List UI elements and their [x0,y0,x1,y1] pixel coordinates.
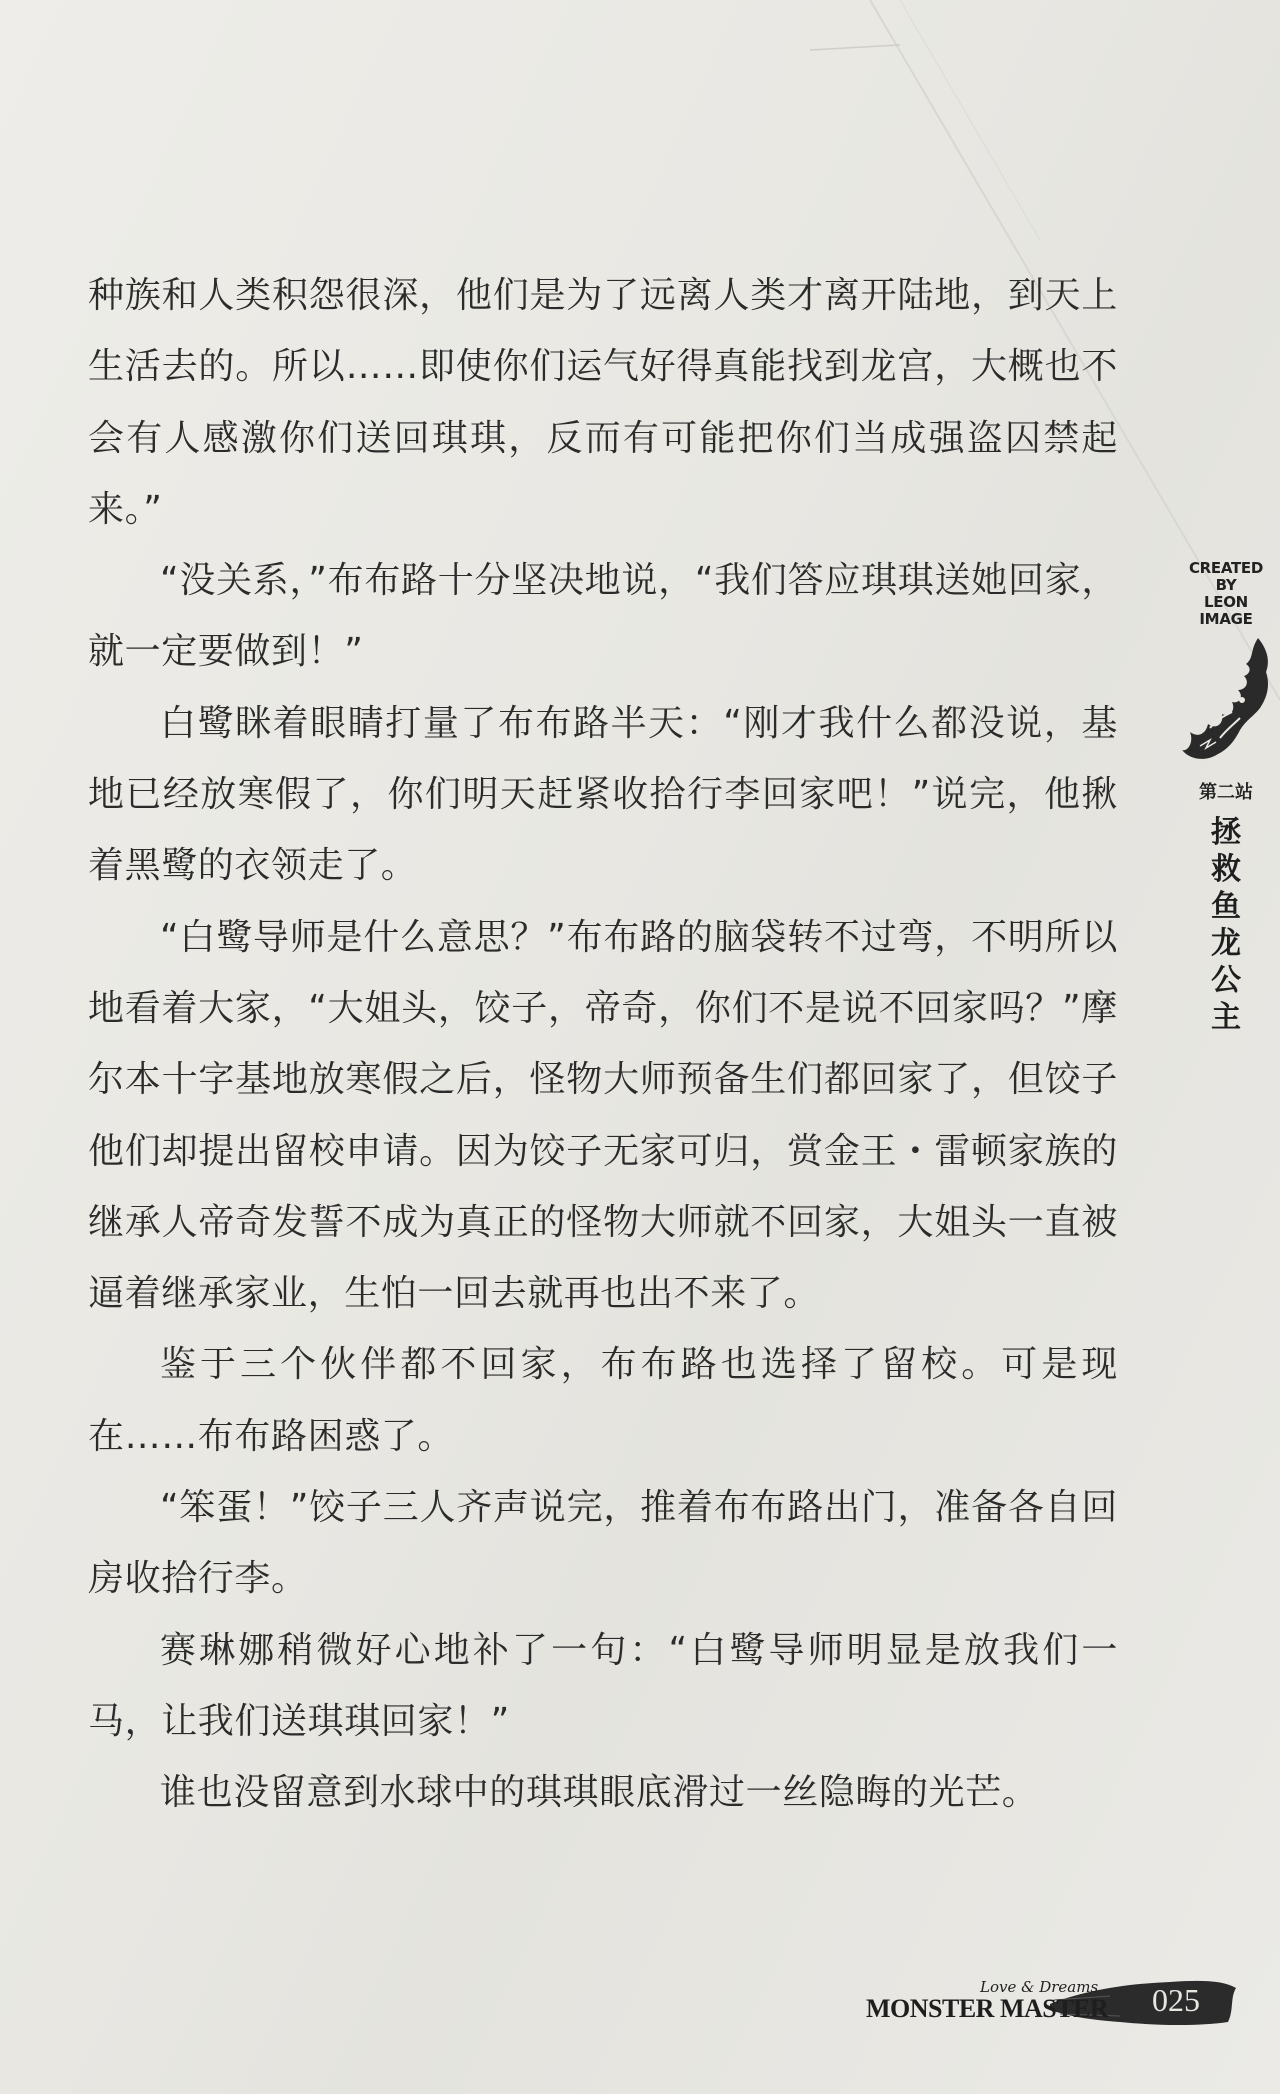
series-title: MONSTER MASTER [866,1994,1109,2023]
chapter-title: 拯救鱼龙公主 [1211,815,1241,1035]
paragraph: 白鹭眯着眼睛打量了布布路半天：“刚才我什么都没说，基地已经放寒假了，你们明天赶紧收拾行李回家吧！”说完，他揪着黑鹭的衣领走了。 [88,702,1118,887]
dragon-head-icon [1180,634,1272,764]
paragraph: 谁也没留意到水球中的琪琪眼底滑过一丝隐晦的光芒。 [160,1772,1039,1814]
chapter-number: 第二站 [1199,782,1253,803]
paragraph: “没关系，”布布路十分坚决地说，“我们答应琪琪送她回家，就一定要做到！” [88,560,1118,673]
paragraph: 鉴于三个伙伴都不回家，布布路也选择了留校。可是现在……布布路困惑了。 [88,1344,1118,1457]
paragraph: 赛琳娜稍微好心地补了一句：“白鹭导师明显是放我们一马，让我们送琪琪回家！” [88,1629,1118,1742]
chapter-body-text [88,260,1118,1829]
page-footer [860,1970,1240,2030]
created-by-credit: CREATED BY LEON IMAGE [1188,559,1264,628]
paragraph: “白鹭导师是什么意思？”布布路的脑袋转不过弯，不明所以地看着大家，“大姐头，饺子，帝奇，你们不是说不回家吗？”摩尔本十字基地放寒假之后，怪物大师预备生们都回家了，但饺子他们却提出留校申请。因为饺子无家可归，赏金王・雷顿家族的继承人帝奇发誓不成为真正的怪物大师就不回家，大姐头一直被逼着继承家业，生怕一回去就再也出不来了。 [88,916,1118,1315]
paragraph: 种族和人类积怨很深，他们是为了远离人类才离开陆地，到天上生活去的。所以……即使你们运气好得真能找到龙宫，大概也不会有人感激你们送回琪琪，反而有可能把你们当成强盗囚禁起来。” [88,275,1118,530]
chapter-side-tab [1180,560,1272,1036]
page-number: 025 [1152,1982,1200,2018]
paragraph: “笨蛋！”饺子三人齐声说完，推着布布路出门，准备各自回房收拾行李。 [88,1487,1118,1600]
series-subtitle: Love & Dreams [980,1978,1099,1996]
